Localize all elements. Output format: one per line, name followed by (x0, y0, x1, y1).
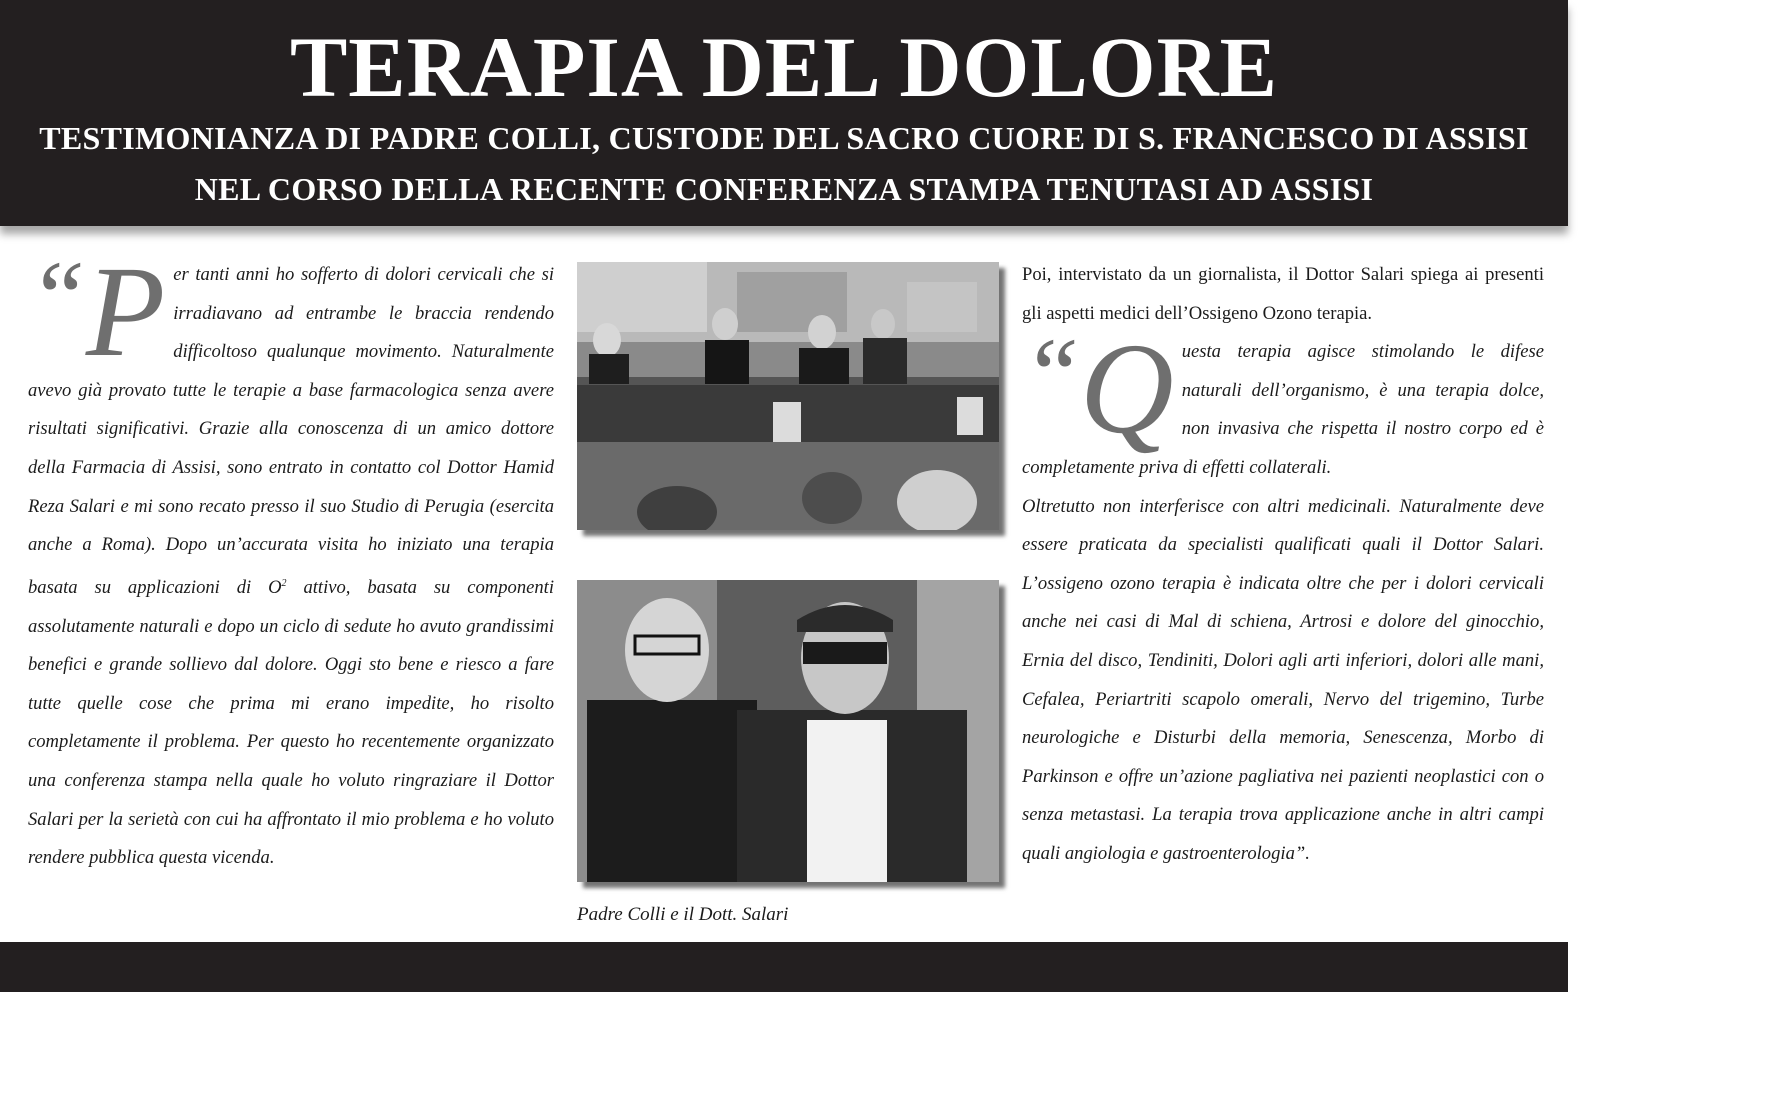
right-column-interview (1022, 256, 1544, 874)
footer-band (0, 942, 1568, 992)
doctor-quote-text: uesta terapia agisce stimolando le difese naturali dell’organismo, è una terapia dolce, non invasiva che rispetta il nostro corpo ed è completamente priva di effetti collaterali. (1022, 341, 1544, 478)
dropcap-q (1022, 317, 1174, 462)
subtitle-line-1: TESTIMONIANZA DI PADRE COLLI, CUSTODE DEL SACRO CUORE DI S. FRANCESCO DI ASSISI (39, 120, 1529, 156)
open-quote-mark-2: “ (1022, 317, 1074, 433)
doctor-quote-text-2: Oltretutto non interferisce con altri medicinali. Naturalmente deve essere praticata da specialisti qualificati quali il Dottor Salari. L’ossigeno ozono terapia è indicata oltre che per i dolori cervicali anche nei casi di Mal di schiena, Artrosi e dolore del ginocchio, Ernia del disco, Tendiniti, Dolori agli arti inferiori, dolori alle mani, Cefalea, Periartriti scapolo omerali, Nervo del trigemino, Turbe neurologiche e Disturbi della memoria, Senescenza, Morbo di Parkinson e offre un’azione pagliativa nei pazienti neoplastici con o senza metastasi. La terapia trova applicazione anche in altri campi quali angiologia e gastroenterologia”. (1022, 495, 1544, 864)
doctor-quote (1022, 317, 1544, 873)
dropcap-letter-2: Q (1079, 317, 1174, 462)
portrait-photo (577, 580, 999, 882)
testimony-text-1: er tanti anni ho sofferto di dolori cervicali che si irradiavano ad entrambe le braccia rendendo difficoltoso qualunque movimento. Naturalmente avevo già provato tutte le terapie a base farmacologica senza avere risultati significativi. Grazie alla conoscenza di un amico dottore della Farmacia di Assisi, sono entrato in contatto col Dottor Hamid Reza Salari e mi sono recato presso il suo Studio di Perugia (esercita anche a Roma). Dopo un’accurata visita ho iniziato una terapia basata su applicazioni di O (28, 264, 554, 598)
dropcap-p (28, 240, 166, 384)
dropcap-letter: P (85, 240, 166, 384)
header-band (0, 0, 1568, 226)
testimony-text-2: attivo, basata su componenti assolutamente naturali e dopo un ciclo di sedute ho avuto grandissimi benefici e grande sollievo dal dolore. Oggi sto bene e riesco a fare tutte quelle cose che prima mi erano impedite, ho risolto completamente il problema. Per questo ho recentemente organizzato una conferenza stampa nella quale ho voluto ringraziare il Dottor Salari per la serietà con cui ha affrontato il mio problema e ho voluto rendere pubblica questa vicenda. (28, 576, 554, 869)
portrait-photo-image (577, 580, 999, 882)
superscript-2: 2 (281, 577, 287, 589)
interview-intro: Poi, intervistato da un giornalista, il Dottor Salari spiega ai presenti gli aspetti medici dell’Ossigeno Ozono terapia. (1022, 264, 1544, 324)
conference-photo-image (577, 262, 999, 530)
page-title: TERAPIA DEL DOLORE (289, 19, 1279, 115)
open-quote-mark: “ (28, 240, 80, 355)
conference-photo (577, 262, 999, 530)
subtitle-line-2: NEL CORSO DELLA RECENTE CONFERENZA STAMPA TENUTASI AD ASSISI (194, 171, 1374, 207)
left-column-testimony (28, 240, 554, 878)
photo-caption: Padre Colli e il Dott. Salari (577, 904, 789, 925)
